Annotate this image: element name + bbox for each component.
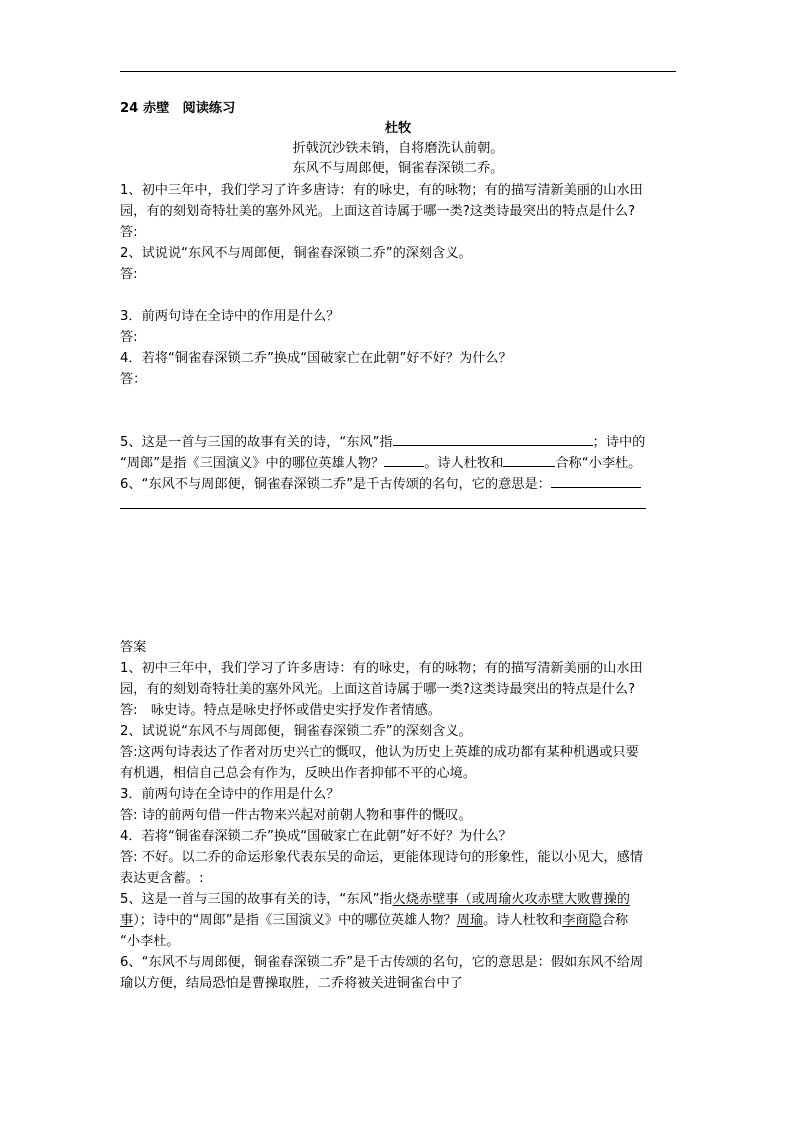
answer-6-line-b: 瑜以方便，结局恐怕是曹操取胜，二乔将被关进铜雀台中了 bbox=[120, 976, 463, 991]
question-1-line-b: 园，有的刻划奇特壮美的塞外风光。上面这首诗属于哪一类?这类诗最突出的特点是什么? bbox=[120, 204, 636, 219]
answer-blank-2[interactable] bbox=[384, 452, 424, 467]
answer-2-question: 2、试说说“东风不与周郎便，铜雀春深锁二乔”的深刻含义。 bbox=[120, 724, 472, 739]
answer-5-text-pre: 5、这是一首与三国的故事有关的诗，“东风”指 bbox=[120, 892, 393, 907]
question-2-answer: 答: bbox=[120, 267, 138, 282]
question-5-text-e: 合称“小李杜。 bbox=[555, 456, 642, 471]
poem-line-1: 折戟沉沙铁未销，自将磨洗认前朝。 bbox=[292, 141, 504, 156]
answers-heading: 答案 bbox=[120, 640, 147, 655]
answer-5-text-mid: ）；诗中的“周郎”是指《三国演义》中的哪位英雄人物？ bbox=[133, 913, 457, 928]
answer-6-line-a: 6、“东风不与周郎便，铜雀春深锁二乔”是千古传颂的名句，它的意思是：假如东风不给周 bbox=[120, 955, 644, 970]
answer-5-fill-1a: 火烧赤壁事（或周瑜火攻赤壁大败曹操的 bbox=[392, 892, 630, 907]
question-2: 2、试说说“东风不与周郎便，铜雀春深锁二乔”的深刻含义。 bbox=[120, 246, 472, 261]
answer-5-line-a bbox=[120, 890, 630, 909]
answer-5-fill-3: 李商隐 bbox=[562, 913, 602, 928]
question-5-text-a: 5、这是一首与三国的故事有关的诗，“东风”指 bbox=[120, 435, 393, 450]
answer-blank-1[interactable] bbox=[393, 431, 593, 446]
answer-1: 答: 咏史诗。特点是咏史抒怀或借史实抒发作者情感。 bbox=[120, 703, 441, 718]
poem-author: 杜牧 bbox=[384, 121, 412, 136]
answer-blank-4[interactable] bbox=[551, 473, 641, 488]
page-title: 24 赤壁 阅读练习 bbox=[120, 101, 236, 116]
answer-5-text-post: 合称 bbox=[601, 913, 629, 928]
question-1-line-a: 1、初中三年中，我们学习了许多唐诗：有的咏史，有的咏物；有的描写清新美丽的山水田 bbox=[120, 183, 643, 198]
answer-5-text-mid2: 。诗人杜牧和 bbox=[483, 913, 563, 928]
answer-line-6[interactable] bbox=[120, 508, 646, 509]
question-5-text-d: 。诗人杜牧和 bbox=[424, 456, 504, 471]
header-rule bbox=[120, 71, 676, 72]
answer-5-line-c: “小李杜。 bbox=[120, 934, 180, 949]
answer-4-line-a: 答: 不好。以二乔的命运形象代表东吴的命运，更能体现诗句的形象性，能以小见大，感情 bbox=[120, 850, 643, 865]
question-6 bbox=[120, 473, 641, 494]
answer-blank-3[interactable] bbox=[503, 452, 555, 467]
question-6-text: 6、“东风不与周郎便，铜雀春深锁二乔”是千古传颂的名句，它的意思是： bbox=[120, 477, 551, 492]
answer-4-line-b: 表达更含蓄。: bbox=[120, 871, 204, 886]
question-4: 4．若将“铜雀春深锁二乔”换成“国破家亡在此朝”好不好？为什么？ bbox=[120, 351, 512, 366]
answer-3-question: 3．前两句诗在全诗中的作用是什么？ bbox=[120, 787, 340, 802]
answer-2-line-a: 答:这两句诗表达了作者对历史兴亡的慨叹，他认为历史上英雄的成功都有某种机遇或只要 bbox=[120, 745, 639, 760]
answer-1-question-a: 1、初中三年中，我们学习了许多唐诗：有的咏史，有的咏物；有的描写清新美丽的山水田 bbox=[120, 661, 643, 676]
answer-3: 答: 诗的前两句借一件古物来兴起对前朝人物和事件的慨叹。 bbox=[120, 808, 472, 823]
question-5-line-a bbox=[120, 431, 645, 452]
question-3-answer: 答: bbox=[120, 330, 138, 345]
question-5-text-b: ；诗中的 bbox=[592, 435, 646, 450]
answer-4-question: 4．若将“铜雀春深锁二乔”换成“国破家亡在此朝”好不好？为什么？ bbox=[120, 829, 512, 844]
question-5-text-c: “周郎”是指《三国演义》中的哪位英雄人物？ bbox=[120, 456, 385, 471]
question-3: 3．前两句诗在全诗中的作用是什么？ bbox=[120, 309, 340, 324]
answer-1-question-b: 园，有的刻划奇特壮美的塞外风光。上面这首诗属于哪一类?这类诗最突出的特点是什么? bbox=[120, 682, 636, 697]
question-5-line-b bbox=[120, 452, 641, 473]
answer-2-line-b: 有机遇，相信自己总会有作为，反映出作者抑郁不平的心境。 bbox=[120, 766, 477, 781]
answer-5-fill-1b: 事 bbox=[120, 913, 134, 928]
question-1-answer: 答: bbox=[120, 225, 138, 240]
question-4-answer: 答： bbox=[120, 372, 147, 387]
answer-5-line-b bbox=[120, 911, 628, 930]
poem-line-2: 东风不与周郎便，铜雀春深锁二乔。 bbox=[292, 161, 504, 176]
answer-5-fill-2: 周瑜 bbox=[456, 913, 484, 928]
